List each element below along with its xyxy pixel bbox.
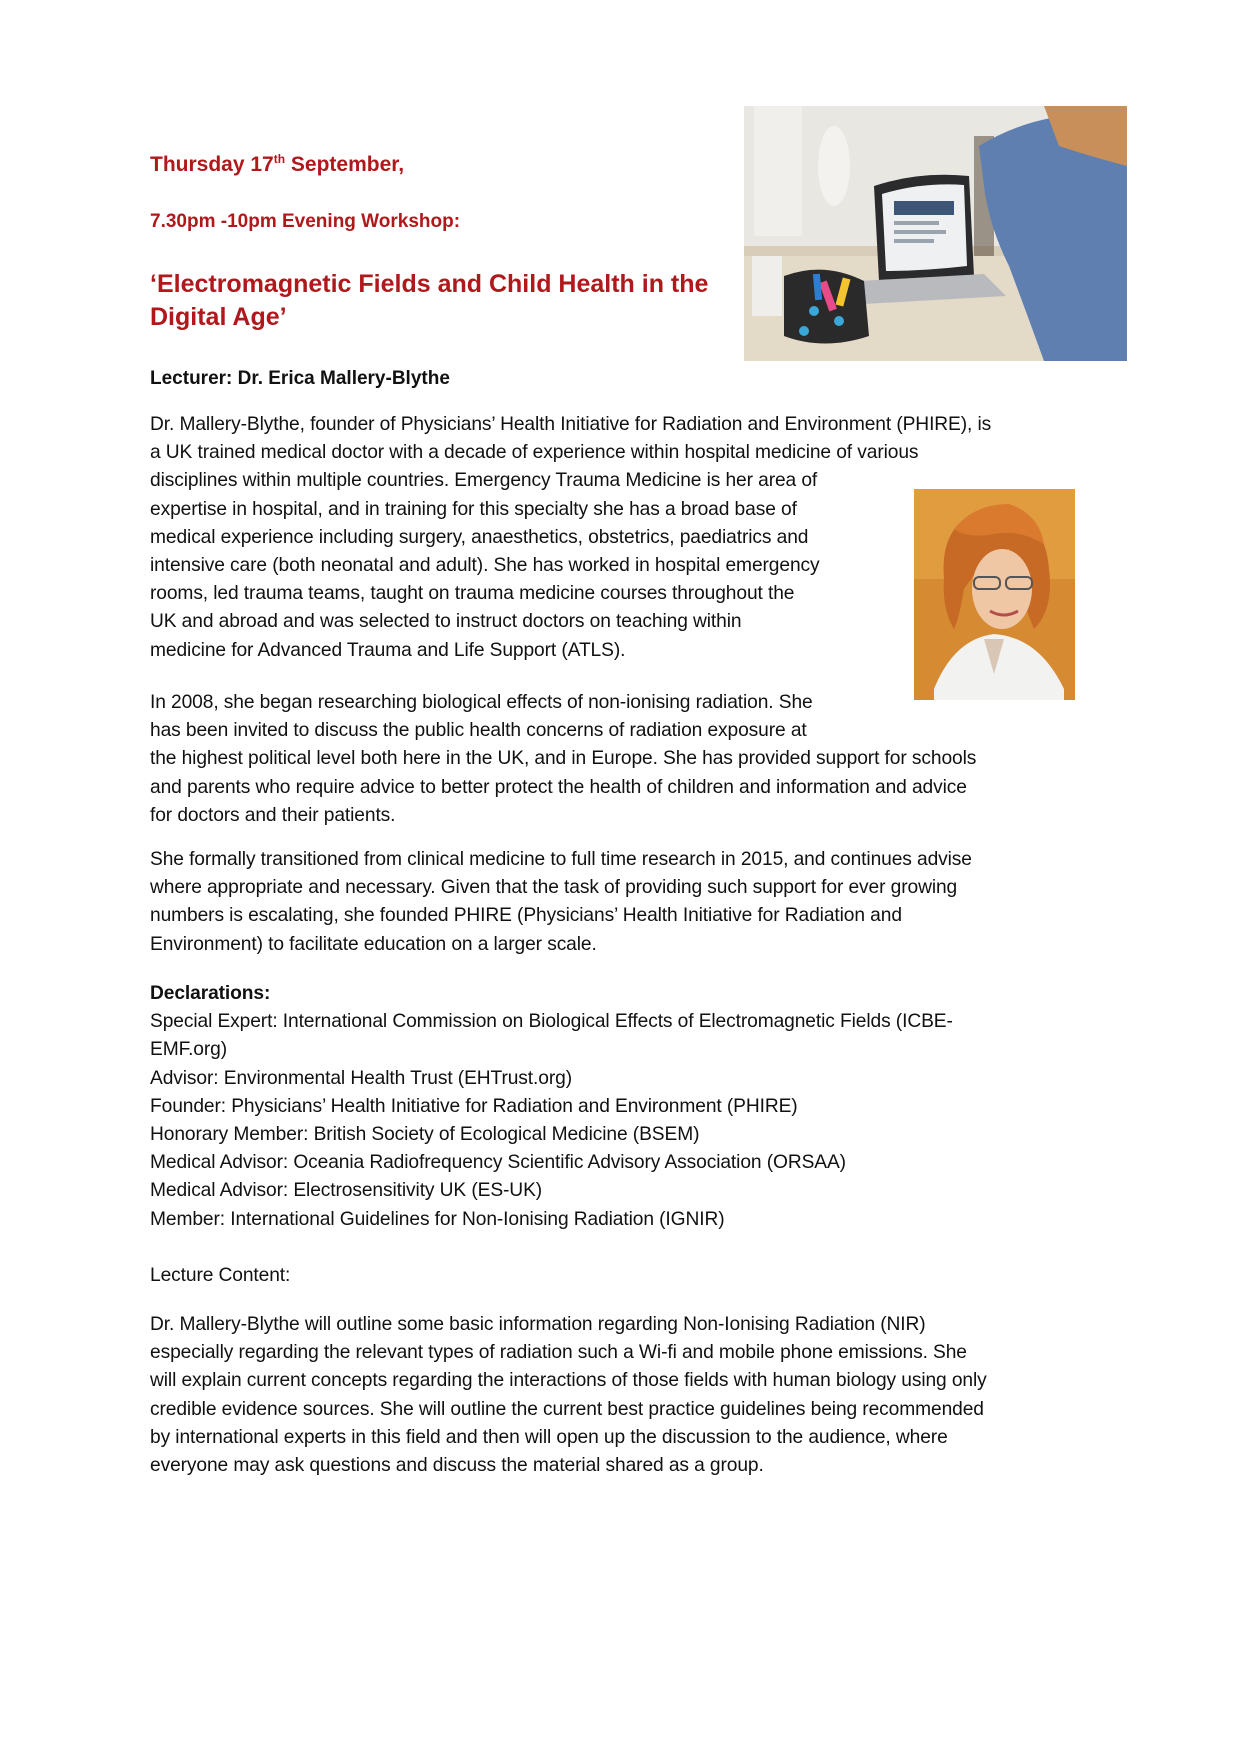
text-line: In 2008, she began researching biological effects of non-ionising radiation. She	[150, 692, 813, 713]
text-line: for doctors and their patients.	[150, 804, 396, 826]
text-line: rooms, led trauma teams, taught on trauma medicine courses throughout the	[150, 583, 795, 605]
declaration-item: Medical Advisor: Oceania Radiofrequency Scientific Advisory Association (ORSAA)	[150, 1152, 846, 1174]
bio-paragraph-3	[150, 846, 972, 959]
text-line: Dr. Mallery-Blythe, founder of Physicians’ Health Initiative for Radiation and Environment (PHIRE), is	[150, 414, 992, 435]
text-line: expertise in hospital, and in training for this specialty she has a broad base of	[150, 498, 797, 520]
text-line: medical experience including surgery, anaesthetics, obstetrics, paediatrics and	[150, 526, 809, 548]
declaration-item: Special Expert: International Commission on Biological Effects of Electromagnetic Fields (ICBE-	[150, 1011, 953, 1033]
text-line: especially regarding the relevant types of radiation such a Wi-fi and mobile phone emissions. She	[150, 1342, 967, 1364]
workshop-title	[150, 268, 740, 334]
text-line: Environment) to facilitate education on a larger scale.	[150, 933, 597, 955]
text-line: a UK trained medical doctor with a decade of experience within hospital medicine of various	[150, 442, 919, 464]
event-time: 7.30pm -10pm Evening Workshop:	[150, 211, 461, 232]
declaration-item: EMF.org)	[150, 1039, 228, 1061]
text-line: numbers is escalating, she founded PHIRE (Physicians’ Health Initiative for Radiation and	[150, 905, 902, 927]
declaration-item: Member: International Guidelines for Non-Ionising Radiation (IGNIR)	[150, 1208, 725, 1230]
text-line: medicine for Advanced Trauma and Life Support (ATLS).	[150, 639, 626, 661]
declarations-heading: Declarations:	[150, 983, 271, 1004]
text-line: where appropriate and necessary. Given that the task of providing such support for ever growing	[150, 877, 958, 899]
text-line: everyone may ask questions and discuss the material shared as a group.	[150, 1455, 764, 1477]
text-line: Dr. Mallery-Blythe will outline some basic information regarding Non-Ionising Radiation (NIR)	[150, 1314, 926, 1335]
bio-paragraph-2	[150, 689, 976, 830]
lecture-content-paragraph	[150, 1311, 987, 1480]
lecture-content-heading: Lecture Content:	[150, 1265, 291, 1286]
text-line: will explain current concepts regarding the interactions of those fields with human biology using only	[150, 1370, 987, 1392]
declaration-item: Advisor: Environmental Health Trust (EHTrust.org)	[150, 1067, 572, 1089]
title-line: ‘Electromagnetic Fields and Child Health in the	[150, 270, 709, 298]
text-line: by international experts in this field and then will open up the discussion to the audience, where	[150, 1426, 948, 1448]
bio-paragraph-1	[150, 411, 991, 665]
declaration-item: Honorary Member: British Society of Ecological Medicine (BSEM)	[150, 1124, 700, 1146]
declarations-section	[150, 980, 953, 1234]
text-line: credible evidence sources. She will outline the current best practice guidelines being recommended	[150, 1398, 984, 1420]
text-line: disciplines within multiple countries. Emergency Trauma Medicine is her area of	[150, 470, 818, 492]
text-line: and parents who require advice to better protect the health of children and information and advice	[150, 776, 967, 798]
declaration-item: Founder: Physicians’ Health Initiative for Radiation and Environment (PHIRE)	[150, 1095, 798, 1117]
text-line: UK and abroad and was selected to instruct doctors on teaching within	[150, 611, 742, 633]
text-line: has been invited to discuss the public health concerns of radiation exposure at	[150, 720, 807, 742]
event-date: Thursday 17th September,	[150, 152, 405, 176]
text-line: intensive care (both neonatal and adult). She has worked in hospital emergency	[150, 555, 820, 577]
declaration-item: Medical Advisor: Electrosensitivity UK (ES-UK)	[150, 1180, 543, 1202]
text-line: She formally transitioned from clinical medicine to full time research in 2015, and continues advise	[150, 849, 972, 870]
lecturer-name: Lecturer: Dr. Erica Mallery-Blythe	[150, 368, 450, 389]
date-superscript: th	[273, 152, 286, 166]
text-line: the highest political level both here in the UK, and in Europe. She has provided support for schools	[150, 748, 977, 770]
laptop-photo	[744, 106, 1127, 361]
title-line: Digital Age’	[150, 303, 287, 331]
